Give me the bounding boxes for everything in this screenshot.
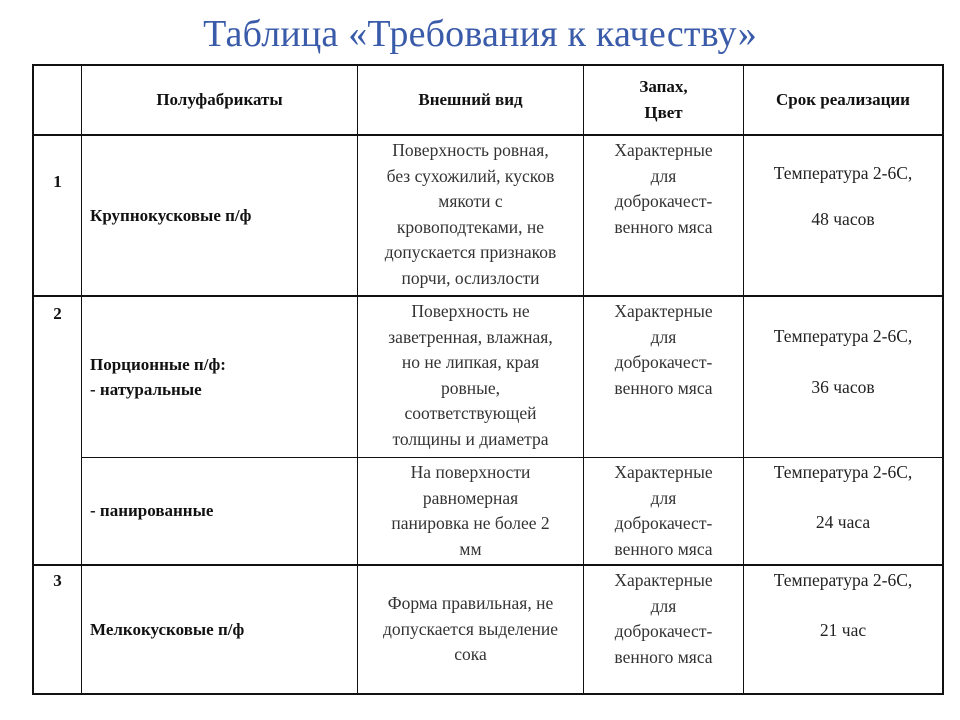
term-temperature: Температура 2-6С, [773, 163, 913, 183]
smell-line: для [650, 487, 677, 508]
term-hours: 24 часа [815, 511, 871, 532]
appearance-line: кровоподтеками, не [396, 216, 545, 237]
page-title: Таблица «Требования к качеству» [203, 13, 757, 55]
smell-cell [584, 566, 743, 693]
appearance-line: панировка не более 2 [391, 513, 550, 533]
appearance-line: сока [454, 644, 487, 665]
smell-cell [584, 297, 743, 457]
appearance-line: мякоти с [438, 191, 503, 211]
appearance-cell [358, 136, 583, 295]
header-appearance: Внешний вид [418, 89, 523, 109]
appearance-line: ровные, [440, 377, 501, 398]
appearance-cell [358, 297, 583, 457]
smell-cell [584, 458, 743, 564]
row-number: 2 [53, 304, 62, 323]
term-temperature: Температура 2-6С, [773, 326, 913, 346]
table-border-bottom [32, 693, 944, 695]
header-smell-line2: Цвет [644, 102, 683, 122]
appearance-line: мм [459, 538, 482, 559]
appearance-cell [358, 458, 583, 564]
appearance-line: заветренная, влажная, [388, 326, 553, 347]
table-border-right [942, 64, 944, 695]
smell-line: для [650, 326, 677, 347]
smell-line: Характерные [614, 140, 713, 160]
smell-line: доброкачест- [614, 513, 713, 533]
term-hours: 36 часов [811, 376, 875, 397]
smell-line: для [650, 165, 677, 186]
appearance-line: Поверхность не [411, 301, 530, 321]
smell-line: доброкачест- [614, 191, 713, 211]
appearance-line: Форма правильная, не [387, 593, 554, 614]
smell-line: доброкачест- [614, 621, 713, 641]
appearance-cell [358, 566, 583, 693]
term-cell [744, 566, 942, 693]
appearance-line: толщины и диаметра [392, 428, 549, 449]
appearance-line: соответствующей [404, 403, 537, 423]
smell-line: венного мяса [614, 538, 713, 559]
smell-line: Характерные [614, 301, 713, 321]
appearance-line: но не липкая, края [401, 352, 540, 372]
smell-line: венного мяса [614, 646, 713, 667]
smell-line: венного мяса [614, 216, 713, 237]
smell-line: венного мяса [614, 377, 713, 398]
term-cell [744, 297, 942, 457]
header-product: Полуфабрикаты [156, 89, 283, 109]
smell-line: доброкачест- [614, 352, 713, 372]
smell-line: Характерные [614, 570, 713, 590]
smell-cell [584, 136, 743, 295]
term-temperature: Температура 2-6С, [773, 462, 913, 482]
product-name: Крупнокусковые п/ф [90, 205, 252, 225]
header-smell-line1: Запах, [639, 77, 688, 96]
appearance-line: допускается выделение [382, 618, 559, 639]
term-hours: 21 час [819, 619, 867, 640]
term-temperature: Температура 2-6С, [773, 570, 913, 590]
term-cell [744, 136, 942, 295]
appearance-line: порчи, ослизлости [401, 267, 540, 288]
product-name: - панированные [90, 501, 214, 521]
product-name [82, 297, 357, 457]
term-cell [744, 458, 942, 564]
row-number: 1 [53, 172, 62, 191]
smell-line: для [650, 595, 677, 616]
appearance-line: допускается признаков [384, 242, 557, 262]
appearance-line: без сухожилий, кусков [386, 165, 555, 186]
appearance-line: На поверхности [410, 462, 531, 482]
header-term: Срок реализации [776, 89, 910, 109]
smell-line: Характерные [614, 462, 713, 482]
row-number: 3 [53, 571, 62, 590]
product-name-line: Порционные п/ф: [90, 354, 226, 374]
appearance-line: равномерная [422, 487, 519, 508]
header-smell-color [584, 64, 743, 135]
term-hours: 48 часов [811, 208, 875, 229]
quality-requirements-table [32, 64, 944, 694]
product-name: Мелкокусковые п/ф [90, 619, 245, 639]
appearance-line: Поверхность ровная, [392, 140, 549, 160]
product-name-line: - натуральные [90, 380, 202, 399]
